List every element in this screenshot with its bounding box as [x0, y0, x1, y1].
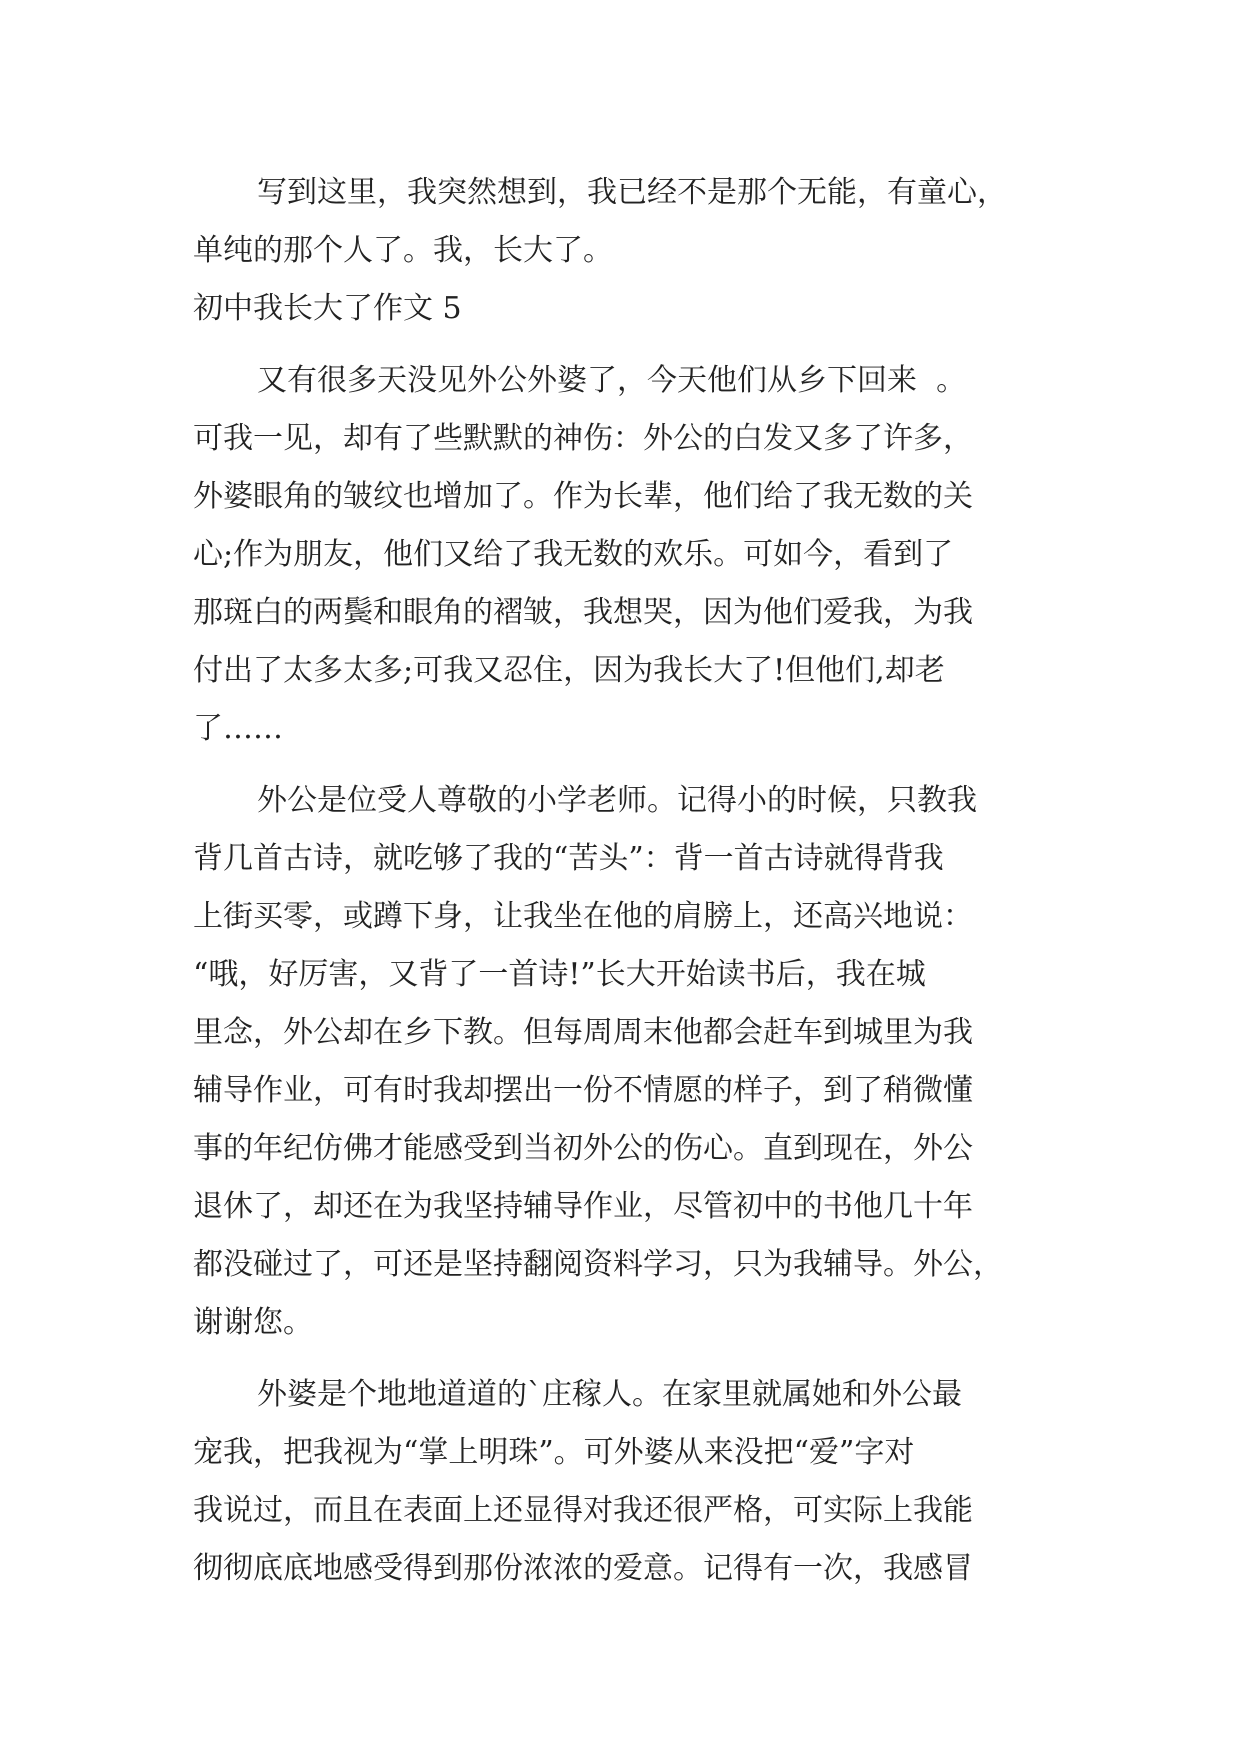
intro-paragraph — [193, 164, 1053, 280]
text-line: 都没碰过了，可还是坚持翻阅资料学习，只为我辅导。外公， — [193, 1247, 1003, 1282]
text-line: 彻彻底底地感受得到那份浓浓的爱意。记得有一次，我感冒 — [193, 1551, 973, 1586]
text-line: 我说过，而且在表面上还显得对我还很严格，可实际上我能 — [193, 1493, 973, 1528]
text-line: 外公是位受人尊敬的小学老师。记得小的时候，只教我 — [257, 783, 977, 818]
paragraph-grandfather — [193, 772, 1053, 1352]
text-line: 辅导作业，可有时我却摆出一份不情愿的样子，到了稍微懂 — [193, 1073, 973, 1108]
text-line: 外婆眼角的皱纹也增加了。作为长辈，他们给了我无数的关 — [193, 479, 973, 514]
text-line: 付出了太多太多;可我又忍住，因为我长大了!但他们,却老 — [193, 653, 945, 688]
essay-body — [193, 164, 1053, 1598]
text-line: 外婆是个地地道道的`庄稼人。在家里就属她和外公最 — [257, 1377, 962, 1412]
text-line: 里念，外公却在乡下教。但每周周末他都会赶车到城里为我 — [193, 1015, 973, 1050]
text-line: 退休了，却还在为我坚持辅导作业，尽管初中的书他几十年 — [193, 1189, 973, 1224]
text-line: 事的年纪仿佛才能感受到当初外公的伤心。直到现在，外公 — [193, 1131, 973, 1166]
text-line: 了…… — [193, 711, 283, 746]
text-line: 上街买零，或蹲下身，让我坐在他的肩膀上，还高兴地说： — [193, 899, 973, 934]
text-line: 心;作为朋友，他们又给了我无数的欢乐。可如今，看到了 — [193, 537, 954, 572]
text-line: 写到这里，我突然想到，我已经不是那个无能，有童心， — [257, 175, 1007, 210]
text-line: 那斑白的两鬓和眼角的褶皱，我想哭，因为他们爱我，为我 — [193, 595, 973, 630]
text-line: 宠我，把我视为“掌上明珠”。可外婆从来没把“爱”字对 — [193, 1435, 915, 1470]
text-line: 背几首古诗，就吃够了我的“苦头”：背一首古诗就得背我 — [193, 841, 944, 876]
text-line: 又有很多天没见外公外婆了，今天他们从乡下回来 。 — [257, 363, 967, 398]
paragraph-grandmother — [193, 1366, 1053, 1598]
text-line: 谢谢您。 — [193, 1305, 313, 1340]
text-line: 单纯的那个人了。我，长大了。 — [193, 233, 613, 268]
paragraph-grandparents-visit — [193, 352, 1053, 758]
text-line: “哦，好厉害，又背了一首诗!”长大开始读书后，我在城 — [193, 957, 926, 992]
text-line: 可我一见，却有了些默默的神伤：外公的白发又多了许多， — [193, 421, 973, 456]
section-title: 初中我长大了作文 5 — [193, 291, 462, 326]
